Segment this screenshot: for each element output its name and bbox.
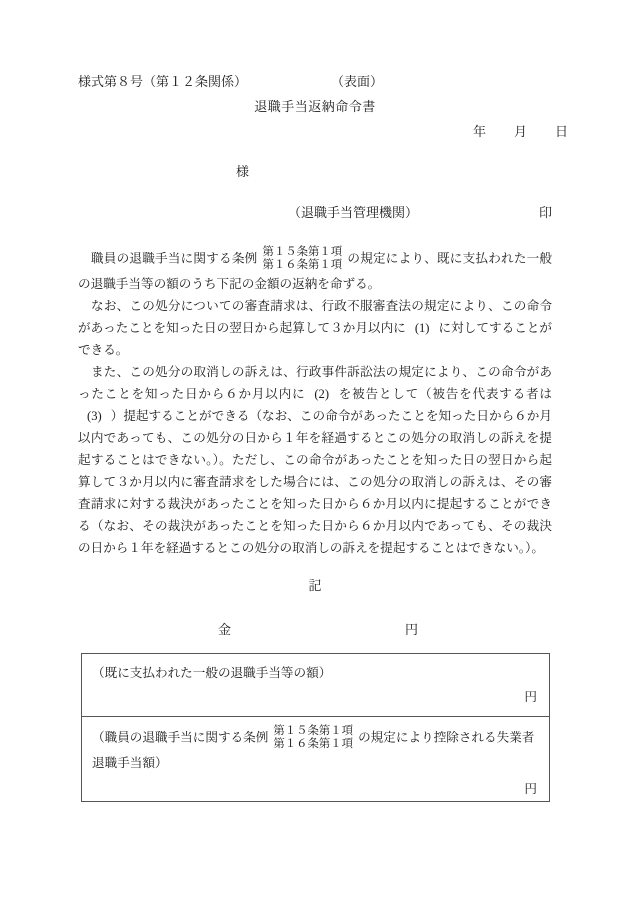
ki-marker: 記 xyxy=(308,578,322,593)
amount-currency-label: 金 xyxy=(218,622,232,637)
seal-mark: 印 xyxy=(538,205,552,220)
review-text-after: に対してすることができる。 xyxy=(78,321,553,357)
amount-unit: 円 xyxy=(404,622,418,637)
paragraph-litigation xyxy=(78,361,552,559)
deducted-allowance-label xyxy=(92,725,539,774)
deducted-label-tail: 退職手当額） xyxy=(92,756,168,770)
amount-line xyxy=(218,620,418,640)
article-reference-line-2: 第１６条第１項 xyxy=(262,259,343,271)
date-day-label: 日 xyxy=(554,124,568,139)
review-text-before: なお、この処分についての審査請求は、行政不服審査法の規定により、この命令があったことを知った日の翌日から起算して３か月以内に xyxy=(78,299,552,335)
blank-placeholder-2: (2) xyxy=(314,387,330,401)
deducted-allowance-unit: 円 xyxy=(524,782,537,796)
side-label: （表面） xyxy=(331,74,384,89)
ordinance-tail: の規定により、既に支払われた一般の退職手当等の額のうち下記の金額の返納を命ずる。 xyxy=(78,251,553,291)
table-row xyxy=(82,654,549,717)
date-month-label: 月 xyxy=(513,124,527,139)
paragraph-administrative-review xyxy=(78,295,552,361)
table-row xyxy=(82,717,549,801)
article-reference-line-2: 第１６条第１項 xyxy=(273,738,354,750)
amount-breakdown-table xyxy=(81,653,550,802)
article-reference-line-1: 第１５条第１項 xyxy=(273,724,354,737)
litigation-text-3: ）提起することができる（なお、この命令があったことを知った日から６か月以内であっても、この処分の日から１年を経過するとこの処分の取消しの訴えを提起することはできない。）。ただし、この命令があったことを知った日の翌日から起算して３か月以内に審査請求をした場合には、この処分の取消しの訴えは、その審査請求に対する裁決があったことを知った日から６か月以内に提起することができる（なお、その裁決があったことを知った日から６か月以内であっても、その裁決の日から１年を経過するとこの処分の取消しの訴えを提起することはできない。）。 xyxy=(78,409,552,555)
ordinance-lead: 職員の退職手当に関する条例 xyxy=(91,251,258,266)
article-reference-stack xyxy=(273,725,353,752)
paid-allowance-unit: 円 xyxy=(524,690,537,704)
issuing-authority: （退職手当管理機関） xyxy=(288,205,419,220)
paid-allowance-label: （既に支払われた一般の退職手当等の額） xyxy=(92,666,332,680)
litigation-text-2: を被告として（被告を代表する者は xyxy=(338,387,553,401)
blank-placeholder-1: (1) xyxy=(414,321,430,335)
deducted-label-lead: （職員の退職手当に関する条例 xyxy=(92,730,269,745)
document-header xyxy=(78,72,552,92)
page-title: 退職手当返納命令書 xyxy=(254,99,376,114)
litigation-text-1: また、この処分の取消しの訴えは、行政事件訴訟法の規定により、この命令があったことを知った日から６か月以内に xyxy=(78,365,552,401)
date-year-label: 年 xyxy=(472,124,486,139)
deducted-label-mid: の規定により控除される失業者 xyxy=(358,730,535,745)
blank-placeholder-3: (3) xyxy=(87,409,102,423)
form-number: 様式第８号（第１２条関係） xyxy=(78,74,248,89)
issuer-row xyxy=(288,203,552,223)
article-reference-stack xyxy=(262,246,342,273)
paragraph-order xyxy=(78,246,552,295)
addressee-honorific: 様 xyxy=(236,164,250,179)
article-reference-line-1: 第１５条第１項 xyxy=(262,245,343,258)
document-body xyxy=(78,246,552,559)
date-line xyxy=(0,122,568,142)
